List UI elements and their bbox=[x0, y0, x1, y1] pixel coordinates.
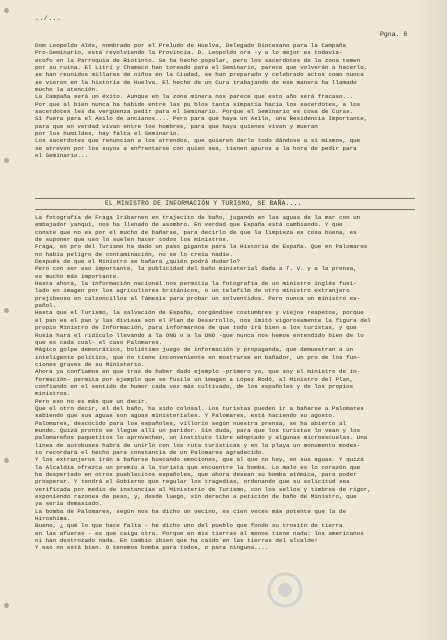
text-line: Después de que el Ministro se bañara ¿quién podrá dudarlo? bbox=[35, 258, 241, 266]
text-line: se atreven por los suyos a enfrentarse con quien sea, tienen apuros a la hora de pedir para bbox=[35, 144, 357, 152]
binding-hole bbox=[4, 603, 9, 608]
page-continuation-marker: ../... bbox=[35, 15, 62, 22]
text-line: sacerdotes les da vergüenza pedir para el Seminario. Porque el Seminario es cosa de Curas. bbox=[35, 108, 354, 116]
text-line: Pero eso no es más que un decir. bbox=[35, 397, 149, 405]
text-line: Ahora ya confiamos en que tras de haber dado ejemplo -primero yo, que soy el ministro de in- bbox=[35, 368, 361, 376]
text-line: Hasta ahora, la información nacional nos permitía la fotografía de un ministro inglés fusi- bbox=[35, 280, 357, 288]
archive-watermark-logo bbox=[265, 560, 375, 620]
binding-holes bbox=[4, 8, 12, 608]
text-line: to recordará el hecho para constancia de un Palomares agradecido. bbox=[35, 449, 265, 456]
text-line: exponiendo razones de peso, y, desde luego, sin derecho a petición de baño de Ministro, que bbox=[35, 493, 357, 501]
text-line: prosperar. Y tendrá el Gobierno que regular los tragedias, ordenando que su solicitud sea bbox=[35, 478, 350, 486]
binding-hole bbox=[4, 158, 9, 163]
text-line: Dom Leopoldo Alés, nombrado por el Preludo de Huelva, Delegado Diocesano para la Campaña bbox=[35, 42, 347, 49]
text-line: línea de autobuses habrá de unirlo con los ruta turísticas y en la playa un monumento modes- bbox=[35, 441, 361, 449]
binding-hole bbox=[4, 308, 9, 313]
text-line: lado en imagen por los agricultores británicos, o un telefilm de otro ministro extranjero bbox=[35, 287, 350, 295]
text-line: conste que no es por el mucho de bañarse, para decirlo de que la limpieza es cosa buena, es bbox=[35, 228, 357, 236]
text-line: ha despertado en otros pueblecitos españoles, que ahora desean su bomba atómica, para poder bbox=[35, 471, 357, 479]
text-line: confiando en el sentido de humor cada vez más cultivado, de los españoles y de los propios bbox=[35, 382, 354, 390]
text-line: La fotografía de Fraga Iribarnen en trajecito de baño, jugando en las aguas de la mar con un bbox=[35, 214, 361, 221]
text-line: Y eso no está bien. O tenemos bomba para todos, o para ninguna.... bbox=[35, 544, 269, 552]
text-line: Rusia hará el ridículo llevando a la ONU o a la UNO -que nunca nos hemos entendido bien de lo bbox=[35, 331, 364, 339]
text-line: Mágico golpe democrático, boliétimo juego de información y propaganda, que demuestran a un bbox=[35, 346, 354, 354]
paragraph-seminario bbox=[35, 42, 417, 160]
text-line: La Campaña será un éxito. Aunque en la zona minera nos parece que esto año será fracaso... bbox=[35, 93, 354, 101]
text-line: ya sería demasiado. bbox=[35, 500, 103, 508]
text-line: prejibeoso en calzoncillos al Támesis para probar un solventidos. Pero nunca un ministro es- bbox=[35, 294, 361, 302]
text-line: Fraga, en pro del Turismo ha dado un paso gigante para la Historia de España. Que en Palomares bbox=[35, 243, 368, 251]
text-line: por su ruina. El Litri y Chamaco han toreado para el Seminario, parece que volverán a hacerlo, bbox=[35, 64, 368, 72]
text-line: ni han destrozado nada. En cambio ibien que ha caído en las tierras del alcalde! bbox=[35, 537, 318, 545]
text-line: verificada por medio de instancias al Ministerio de Turismo, con los sellos y timbres de rigor, bbox=[35, 485, 371, 493]
text-line: palomareños paquetitos lo aprovechen, un instituto libre adoptado y algunas microescuelas. Una bbox=[35, 434, 368, 442]
text-line: Que el otro decir, el del baño, ha sido colosal. Los turistas pueden ir a bañarse a Palomares bbox=[35, 404, 364, 412]
text-line: Los sacerdotes que renuncian a los arrendos, que quieren darlo todo dándose a sí mismos, que bbox=[35, 137, 361, 145]
text-line: La bomba de Palomares, según nos ha dicho un vecino, es cien veces más potente que la de bbox=[35, 507, 347, 515]
text-line: mucho la atención. bbox=[35, 86, 99, 94]
text-line: sabiendo que sus aguas son aguas ministeriales. Y Palomares, está haciendo su agosto. bbox=[35, 412, 336, 420]
text-line: Palomares, descocido para los españoles, villorio según nuestra prensa, se ha abierto al bbox=[35, 419, 347, 427]
text-line: se vieron en la historia de Huelva. El hecho de un Cura trabajando de ese manera ha llamado bbox=[35, 78, 357, 86]
text-line: Por que al bien nunca ha habido entre las pu blos tanta simpatía hacia los sacerdotes, a los bbox=[35, 100, 361, 108]
binding-hole bbox=[4, 8, 9, 13]
section-rule-top bbox=[35, 198, 415, 199]
text-line: Hiroshima. bbox=[35, 515, 71, 523]
paper-edge-shadow bbox=[417, 0, 447, 640]
text-line: Pro-Seminario, está revolviendo la Provincia. D. Leopoldo ora -y a lo mejor es todavía- bbox=[35, 49, 343, 57]
text-line: el pan es el pan y las divisas son el Plan de Desarrollo, nos imitó vigorosamente la figura del bbox=[35, 316, 371, 324]
text-line: Hasta que el Turismo, la salvación de España, corgándose costumbres y viejos respetos, porque bbox=[35, 309, 364, 317]
section-title: EL MINISTRO DE INFORMACIÓN Y TURISMO, SE BAÑA.... bbox=[105, 200, 302, 207]
text-line: Bueno, ¿ qué lo que hace falta - he dicho uno del pueblo que fondo su trosito de tierra bbox=[35, 522, 343, 530]
text-line: la Alcaldía ofrezca un premio a la turista que encuentre la bomba. Lo malo es lo corazón que bbox=[35, 463, 361, 471]
text-line: ministros. bbox=[35, 390, 71, 398]
section-rule-bottom bbox=[35, 209, 415, 210]
text-line: embajador yanqui, nos ha llenado de asombro. En verdad que España está cambiando. Y que bbox=[35, 221, 343, 229]
text-line: Pero con ser eso importante, la publicidad del baño ministerial dada a T. V. y a la prensa, bbox=[35, 265, 357, 273]
text-line: mundo. Quizá pronto se llegue allí un paridor. Sin duda, para que los turistas lo vean y los bbox=[35, 426, 361, 434]
text-line: de suponer que uso lo suelen hacer todos los ministros. bbox=[35, 236, 230, 244]
text-line: formación- permita por ejemplo que se fusile un imagen a López Rodó, al Ministro del Plan, bbox=[35, 375, 354, 383]
page-number: Pgna. 6 bbox=[380, 31, 408, 38]
text-line: no había peligro de contaminación, no se lo creía nadie. bbox=[35, 250, 233, 258]
text-line: se han reunidos millares de niños en la Ciudad, se han preparado y celebrado actos como nunca bbox=[35, 71, 364, 79]
text-line: Y los extranjeros irán a bañarse buscando emociones, que al que no hay, en sus aguas. Y quizá bbox=[35, 456, 364, 464]
text-line: en las afueras - es que caiga otra. Porque en mis tierras al menos tiene nada: los americanos bbox=[35, 529, 364, 537]
text-line: Si fuera para el Asilo de ancianos.... Pero para que haya un Asilo, una Residencia Importante, bbox=[35, 115, 368, 123]
text-line: pañol. bbox=[35, 302, 57, 310]
text-line: ciones graves de su Ministerio. bbox=[35, 360, 145, 368]
text-line: es mucho más importante. bbox=[35, 272, 120, 280]
text-line: el Seminario... bbox=[35, 152, 89, 160]
text-line: por los humildes, hay falta el Seminario. bbox=[35, 130, 180, 138]
text-line: que es cada cual- el caso Palomares. bbox=[35, 338, 163, 346]
text-line: propio Ministro de Información, para informarnos de que todo irá bien a los turistas, y que bbox=[35, 324, 357, 332]
text-line: ecofo en la Parroquia de Riotinto. Se ha hecho popular, pero los sacerdotes de la zona temen bbox=[35, 56, 361, 64]
text-line: para que en verdad vivan entre los hombres, para que haya quienes vivan y mueran bbox=[35, 122, 318, 130]
text-line: inteligente político, que no tiene inconveniente en mostrarse en bañador, un pro de los fun- bbox=[35, 353, 361, 361]
binding-hole bbox=[4, 458, 9, 463]
